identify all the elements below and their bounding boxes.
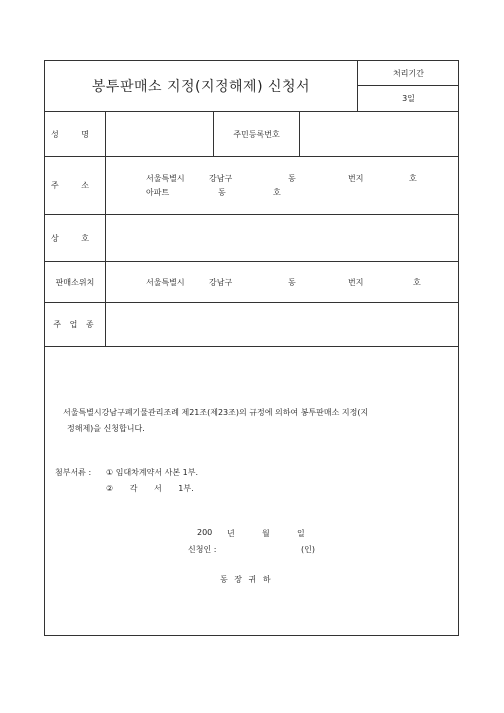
- date-year-unit: 년: [227, 529, 235, 538]
- location-city: 서울특별시: [146, 278, 185, 287]
- location-ho: 호: [413, 278, 421, 287]
- processing-period: [357, 61, 459, 111]
- processing-period-value: 3일: [402, 94, 415, 103]
- date-month-unit: 월: [262, 529, 270, 538]
- header-row: [45, 61, 458, 112]
- applicant-signature-field[interactable]: [233, 542, 295, 554]
- trade-name-row: [45, 215, 458, 262]
- statement-section: [45, 347, 458, 635]
- applicant-seal: (인): [301, 545, 315, 554]
- address-label: 주 소: [51, 181, 99, 190]
- location-dong: 동: [288, 278, 296, 287]
- name-row: [45, 112, 458, 157]
- attachments-label: 첨부서류 :: [55, 468, 92, 477]
- address-apt-dong: 동: [218, 188, 226, 197]
- location-beonji: 번지: [348, 278, 364, 287]
- statement-line-2: 정해제)을 신청합니다.: [67, 424, 145, 433]
- location-label: 판매소위치: [55, 277, 95, 287]
- address-beonji: 번지: [348, 174, 364, 183]
- address-district: 강남구: [209, 174, 233, 183]
- attachment-item-1: ① 임대차계약서 사본 1부.: [106, 468, 198, 477]
- business-type-field[interactable]: [105, 303, 459, 346]
- location-row: [45, 262, 458, 303]
- rrn-field[interactable]: [299, 112, 459, 156]
- processing-period-label: 처리기간: [358, 61, 459, 86]
- address-city: 서울특별시: [146, 174, 185, 183]
- recipient: 동 장 귀 하: [220, 575, 273, 584]
- attachment-item-2: ② 각 서 1부.: [106, 484, 194, 493]
- address-apt-ho: 호: [273, 188, 281, 197]
- location-field[interactable]: [105, 262, 459, 302]
- statement-line-1: 서울특별시강남구폐기물관리조례 제21조(제23조)의 규정에 의하여 봉투판매소 지정(지: [63, 408, 369, 417]
- address-apartment: 아파트: [146, 188, 170, 197]
- form-title: 봉투판매소 지정(지정해제) 신청서: [91, 79, 311, 95]
- address-row: [45, 157, 458, 215]
- rrn-label: 주민등록번호: [213, 112, 299, 156]
- name-field[interactable]: [105, 112, 213, 156]
- address-dong: 동: [288, 174, 296, 183]
- trade-name-label: 상 호: [51, 233, 99, 243]
- date-day-unit: 일: [297, 529, 305, 538]
- trade-name-field[interactable]: [105, 215, 459, 261]
- location-district: 강남구: [209, 278, 233, 287]
- business-type-row: [45, 303, 458, 347]
- name-label: 성 명: [51, 129, 99, 139]
- applicant-label: 신청인 :: [188, 545, 217, 554]
- address-ho: 호: [409, 174, 417, 183]
- application-form: [44, 60, 459, 636]
- date-year: 200: [197, 528, 213, 537]
- business-type-label: 주 업 종: [53, 320, 97, 329]
- address-field[interactable]: [105, 157, 459, 214]
